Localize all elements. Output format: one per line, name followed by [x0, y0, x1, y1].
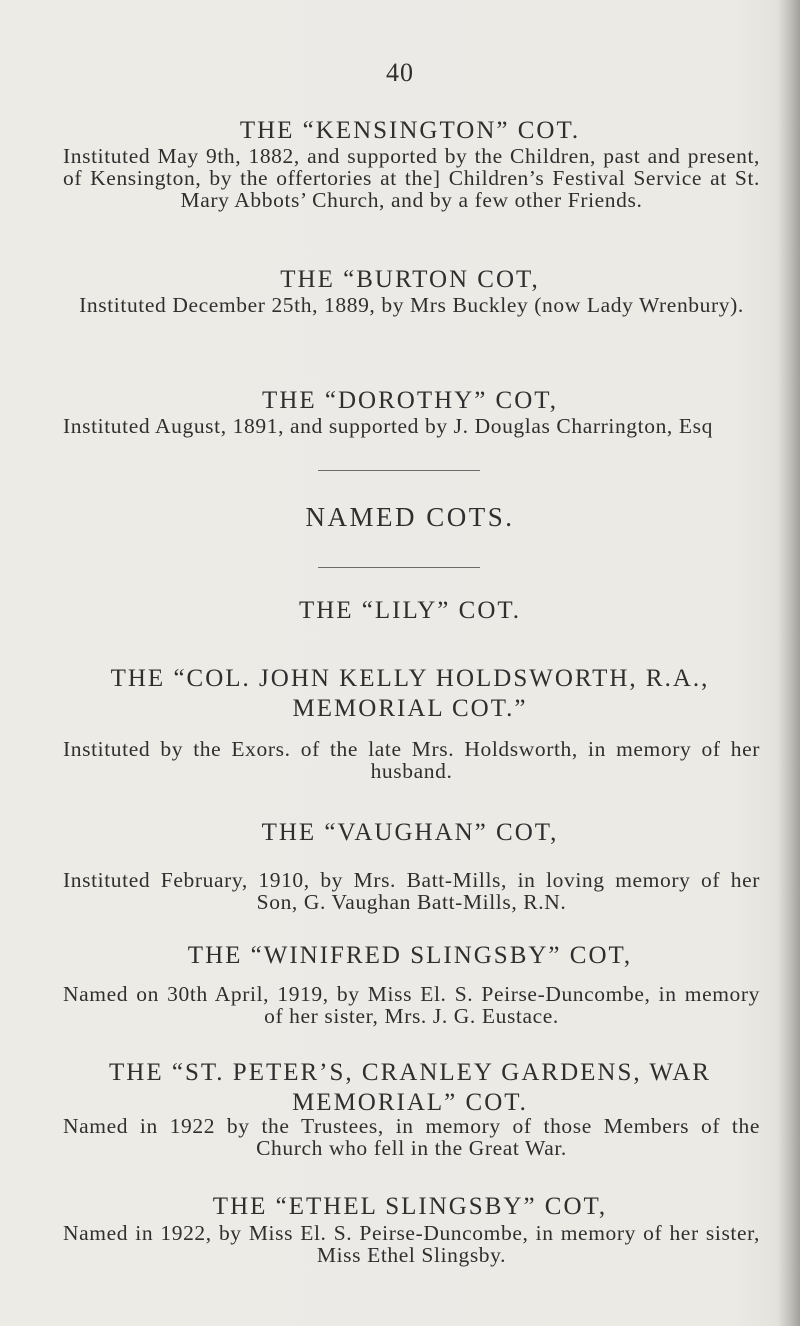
section-heading: THE “COL. JOHN KELLY HOLDSWORTH, R.A., MEMORIAL COT.”: [110, 665, 710, 722]
section-heading: THE “LILY” COT.: [298, 597, 522, 624]
section-heading: THE “BURTON COT,: [280, 266, 540, 293]
section-text: Named in 1922 by the Trustees, in memory of those Members of the Church who fell in the Great War.: [63, 1114, 760, 1160]
section-heading: THE “KENSINGTON” COT.: [239, 117, 581, 144]
divider-rule: [318, 567, 480, 568]
section-heading: THE “ST. PETER’S, CRANLEY GARDENS, WAR MEMORIAL” COT.: [109, 1059, 711, 1116]
section-text: Instituted August, 1891, and supported by J. Douglas Charrington, Esq: [63, 414, 713, 438]
section-text: Instituted by the Exors. of the late Mrs. Holdsworth, in memory of her husband.: [63, 737, 760, 783]
divider-rule: [318, 470, 480, 471]
section-heading: THE “VAUGHAN” COT,: [261, 819, 559, 846]
section-text: Instituted February, 1910, by Mrs. Batt-Mills, in loving memory of her Son, G. Vaughan Batt-Mills, R.N.: [63, 868, 760, 914]
section-text: Named on 30th April, 1919, by Miss El. S. Peirse-Duncombe, in memory of her sister, Mrs. J. G. Eustace.: [63, 982, 760, 1028]
section-text: Named in 1922, by Miss El. S. Peirse-Duncombe, in memory of her sister, Miss Ethel Slingsby.: [63, 1221, 760, 1267]
section-heading: THE “ETHEL SLINGSBY” COT,: [212, 1193, 608, 1220]
section-text: Instituted December 25th, 1889, by Mrs Buckley (now Lady Wrenbury).: [79, 293, 744, 317]
page-number: 40: [386, 58, 414, 87]
section-text: Instituted May 9th, 1882, and supported by the Children, past and present, of Kensington, by the offertories at the] Children’s Festival Service at St. Mary Abbots’ Church, and by a few other Friends.: [63, 144, 760, 212]
section-heading: NAMED COTS.: [305, 502, 515, 532]
section-heading: THE “DOROTHY” COT,: [262, 387, 558, 414]
page-edge-shadow: [778, 0, 800, 1326]
section-heading: THE “WINIFRED SLINGSBY” COT,: [187, 942, 633, 969]
